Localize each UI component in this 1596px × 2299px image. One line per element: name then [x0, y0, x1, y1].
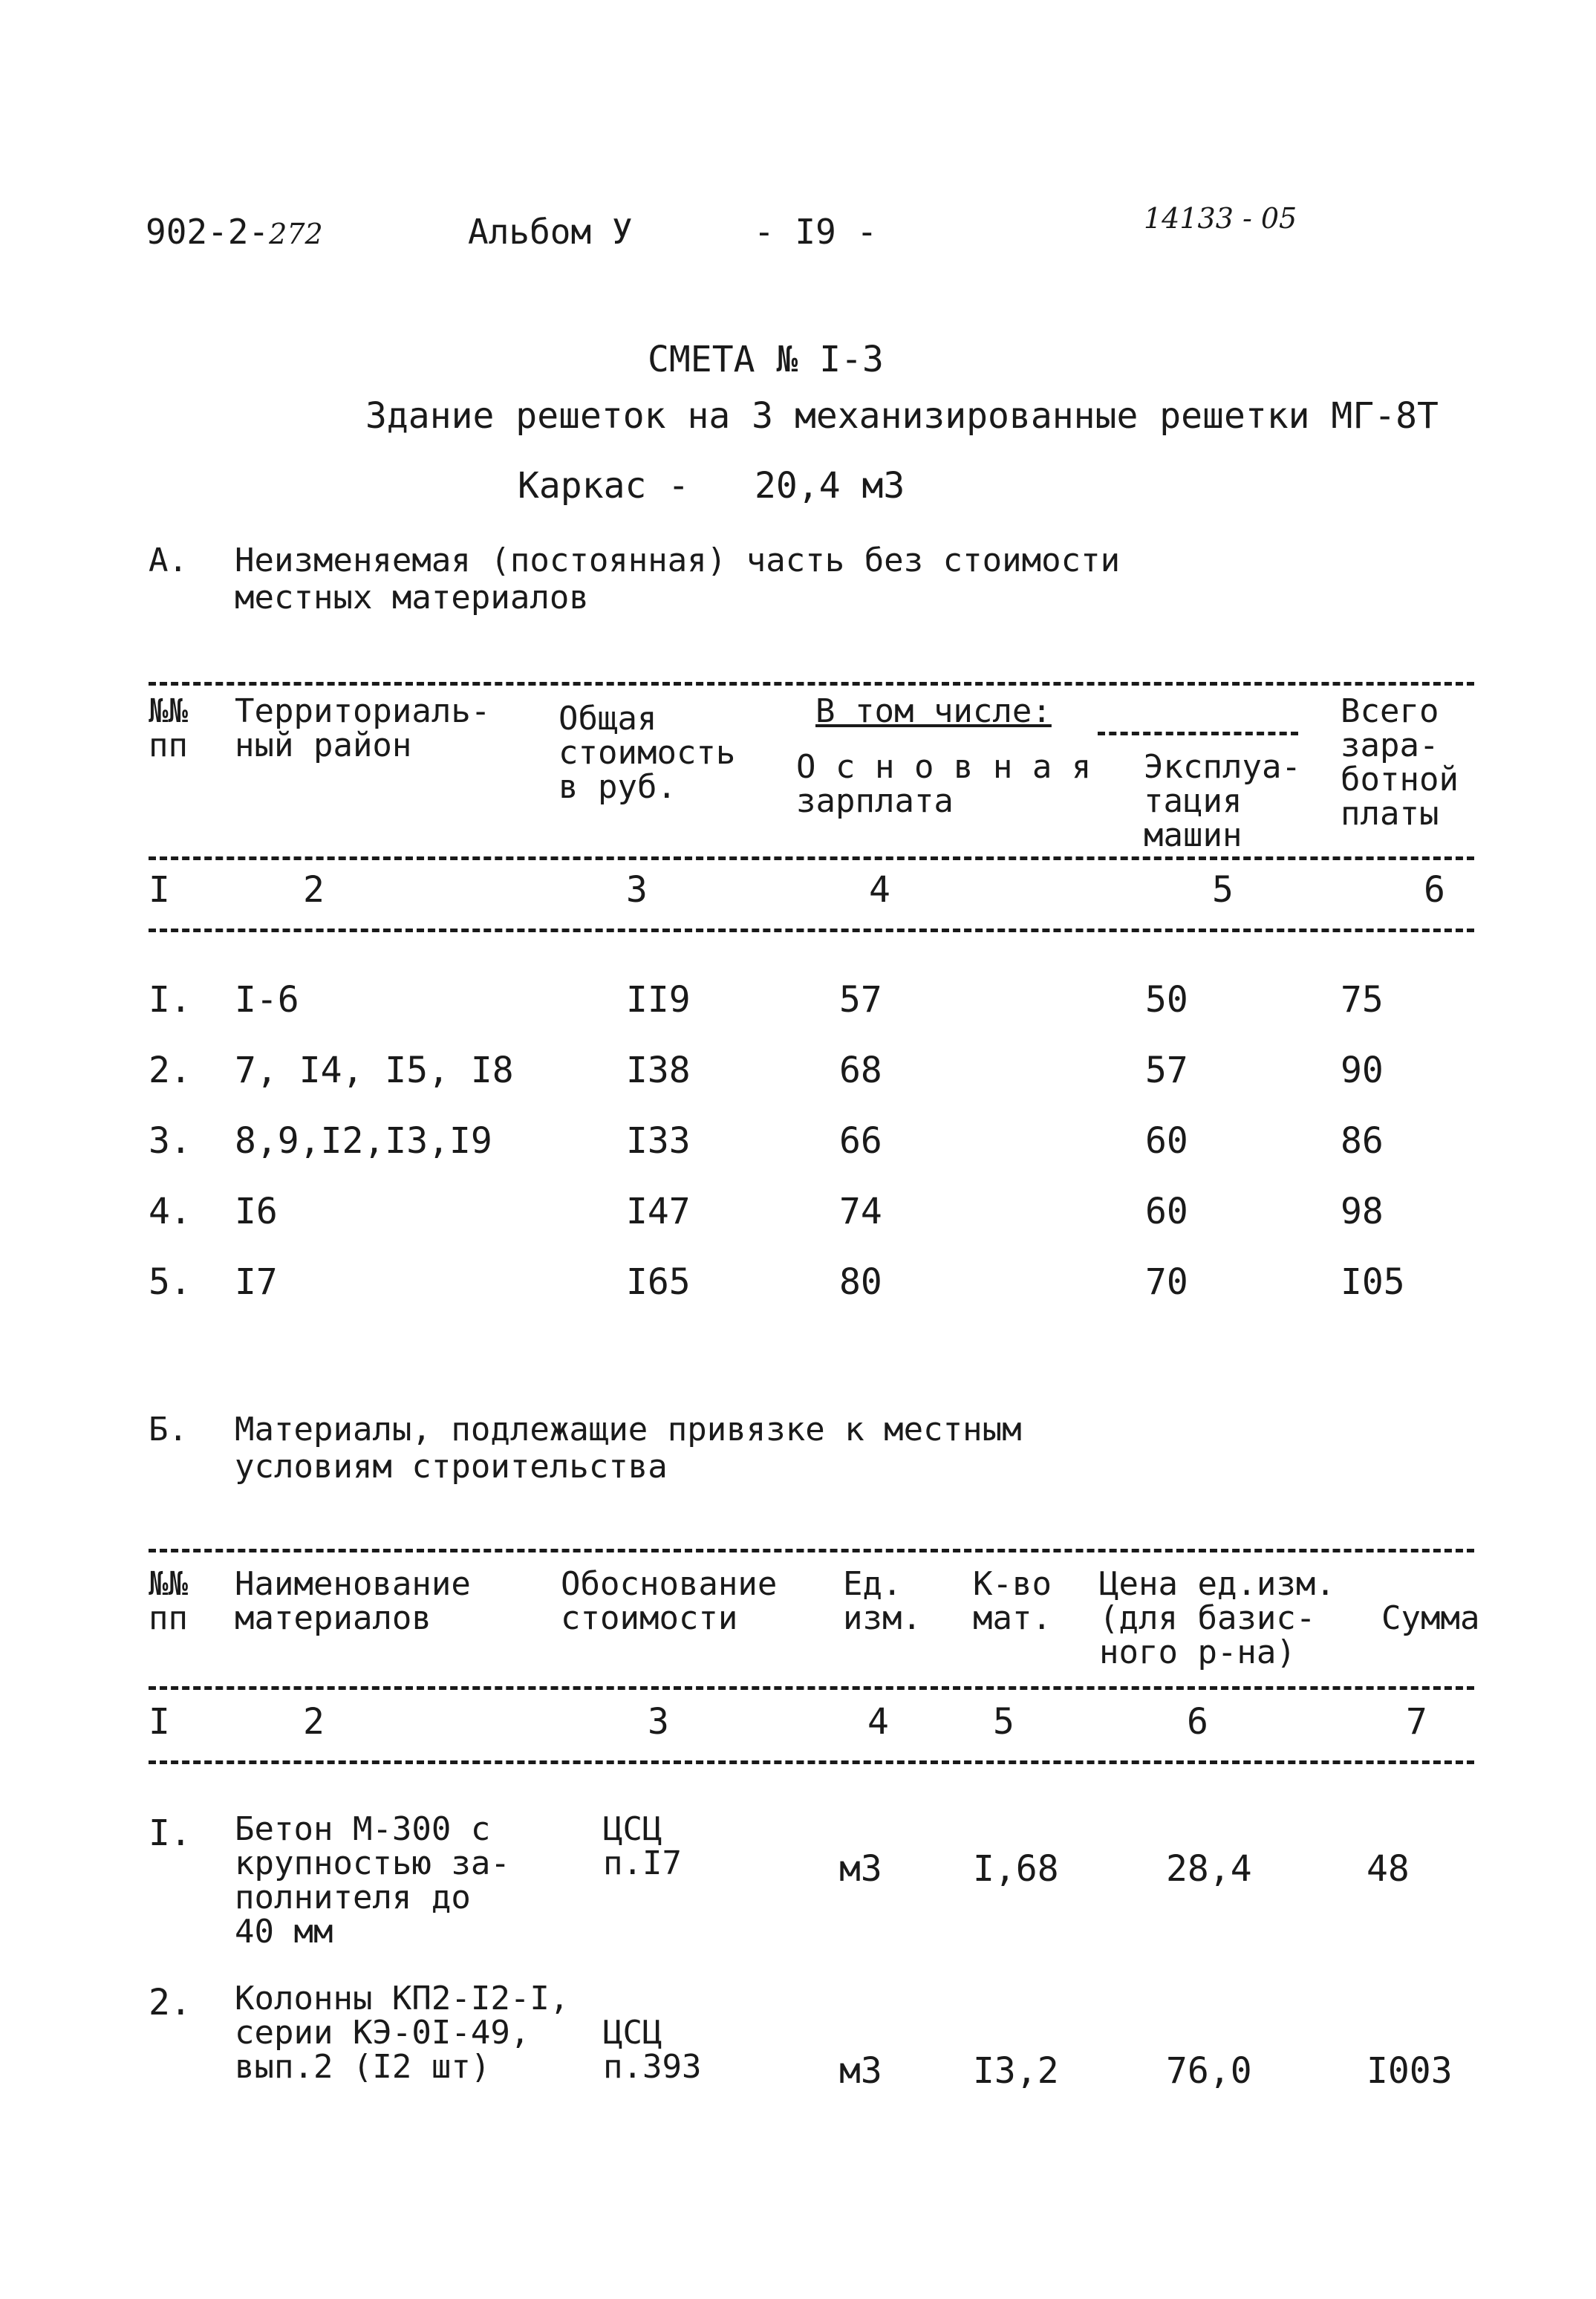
total-cost: I65 [626, 1261, 691, 1303]
territory-region: 8,9,I2,I3,I9 [235, 1120, 492, 1162]
album-label: Альбом У [468, 212, 633, 252]
cost-basis: ЦСЦ п.I7 [603, 1810, 682, 1882]
total-cost: I38 [626, 1050, 691, 1091]
machine-operation: 50 [1145, 979, 1188, 1021]
table-a-header-machines: Эксплуа- тация машин [1144, 748, 1301, 854]
territory-region: I6 [235, 1191, 278, 1232]
table-a-colnum-2: 2 [303, 869, 325, 911]
table-a-body-rule [149, 929, 1474, 932]
table-a-header-territory: Территориаль- ный район [235, 692, 491, 764]
table-a-colnum-6: 6 [1424, 869, 1445, 911]
table-a-colnum-3: 3 [626, 869, 648, 911]
table-b-colnum-5: 5 [993, 1701, 1014, 1743]
document-code-handwritten: 272 [269, 218, 323, 250]
section-b-title-line1: Материалы, подлежащие привязке к местным [235, 1411, 1022, 1448]
table-b-colnum-3: 3 [648, 1701, 669, 1743]
material-name: Бетон М-300 с крупностью за- полнителя до 40 мм [235, 1810, 510, 1951]
quantity: I,68 [973, 1848, 1059, 1890]
row-number: 3. [149, 1120, 192, 1162]
basic-wage: 80 [839, 1261, 882, 1303]
machine-operation: 70 [1145, 1261, 1188, 1303]
territory-region: 7, I4, I5, I8 [235, 1050, 514, 1091]
building-title: Здание решеток на 3 механизированные решетки МГ-8Т [365, 395, 1439, 437]
territory-region: I-6 [235, 979, 299, 1021]
section-a-letter: А. [149, 542, 188, 579]
table-b-top-rule [149, 1549, 1474, 1552]
machine-operation: 60 [1145, 1191, 1188, 1232]
sum: I003 [1367, 2050, 1453, 2092]
total-cost: II9 [626, 979, 691, 1021]
table-b-colnum-4: 4 [867, 1701, 889, 1743]
part-volume: 20,4 м3 [755, 465, 905, 507]
table-a-header-including: В том числе: [815, 692, 1052, 730]
basic-wage: 57 [839, 979, 882, 1021]
row-number: 2. [149, 1050, 192, 1091]
section-a-title-line2: местных материалов [235, 579, 589, 617]
table-b-header-basis: Обоснование стоимости [561, 1565, 778, 1637]
page-number: - I9 - [754, 212, 878, 252]
table-a-header-rule [149, 856, 1474, 860]
section-a-title-line1: Неизменяемая (постоянная) часть без стоимости [235, 542, 1121, 579]
estimate-title: СМЕТА № I-3 [648, 339, 884, 380]
total-wages: 98 [1341, 1191, 1384, 1232]
basic-wage: 74 [839, 1191, 882, 1232]
total-wages: I05 [1341, 1261, 1405, 1303]
unit: м3 [839, 2050, 882, 2092]
row-number: 5. [149, 1261, 192, 1303]
table-a-colnum-4: 4 [869, 869, 890, 911]
registration-number-handwritten: 14133 - 05 [1144, 202, 1297, 235]
table-b-header-qty: К-во мат. [973, 1565, 1052, 1637]
table-b-colnum-7: 7 [1406, 1701, 1427, 1743]
table-b-colnum-1: I [149, 1701, 170, 1743]
table-b-header-name: Наименование материалов [235, 1565, 471, 1637]
table-a-header-num: №№ пп [149, 692, 188, 764]
table-a-header-wages: Всего зара- ботной платы [1341, 692, 1459, 833]
total-cost: I47 [626, 1191, 691, 1232]
total-wages: 90 [1341, 1050, 1384, 1091]
table-b-header-num: №№ пп [149, 1565, 188, 1637]
sum: 48 [1367, 1848, 1410, 1890]
territory-region: I7 [235, 1261, 278, 1303]
section-b-letter: Б. [149, 1411, 188, 1448]
table-b-colnum-2: 2 [303, 1701, 325, 1743]
unit-price: 28,4 [1166, 1848, 1252, 1890]
row-number: 2. [149, 1982, 192, 2023]
total-wages: 75 [1341, 979, 1384, 1021]
table-a-top-rule [149, 682, 1474, 686]
table-b-colnum-6: 6 [1187, 1701, 1208, 1743]
table-b-header-rule [149, 1686, 1474, 1690]
row-number: 4. [149, 1191, 192, 1232]
table-a-colnum-1: I [149, 869, 170, 911]
document-code: 902-2-272 [146, 212, 323, 252]
table-a-header-total: Общая стоимость в руб. [558, 700, 736, 806]
basic-wage: 68 [839, 1050, 882, 1091]
row-number: I. [149, 979, 192, 1021]
quantity: I3,2 [973, 2050, 1059, 2092]
machine-operation: 57 [1145, 1050, 1188, 1091]
machine-operation: 60 [1145, 1120, 1188, 1162]
unit-price: 76,0 [1166, 2050, 1252, 2092]
table-a-colnum-5: 5 [1212, 869, 1234, 911]
table-b-header-unit: Ед. изм. [843, 1565, 922, 1637]
table-a-header-basic: О с н о в н а я зарплата [796, 748, 1092, 820]
section-b-title-line2: условиям строительства [235, 1448, 668, 1486]
cost-basis: ЦСЦ п.393 [603, 2014, 702, 2086]
table-b-header-price: Цена ед.изм. (для базис- ного р-на) [1099, 1565, 1335, 1671]
total-wages: 86 [1341, 1120, 1384, 1162]
table-a-including-rule [1098, 732, 1298, 735]
table-b-header-sum: Сумма [1381, 1599, 1480, 1637]
table-b-body-rule [149, 1760, 1474, 1764]
total-cost: I33 [626, 1120, 691, 1162]
unit: м3 [839, 1848, 882, 1890]
basic-wage: 66 [839, 1120, 882, 1162]
part-label: Каркас - [518, 465, 690, 507]
row-number: I. [149, 1812, 192, 1854]
material-name: Колонны КП2-I2-I, серии КЭ-0I-49, вып.2 (I2 шт) [235, 1980, 570, 2086]
